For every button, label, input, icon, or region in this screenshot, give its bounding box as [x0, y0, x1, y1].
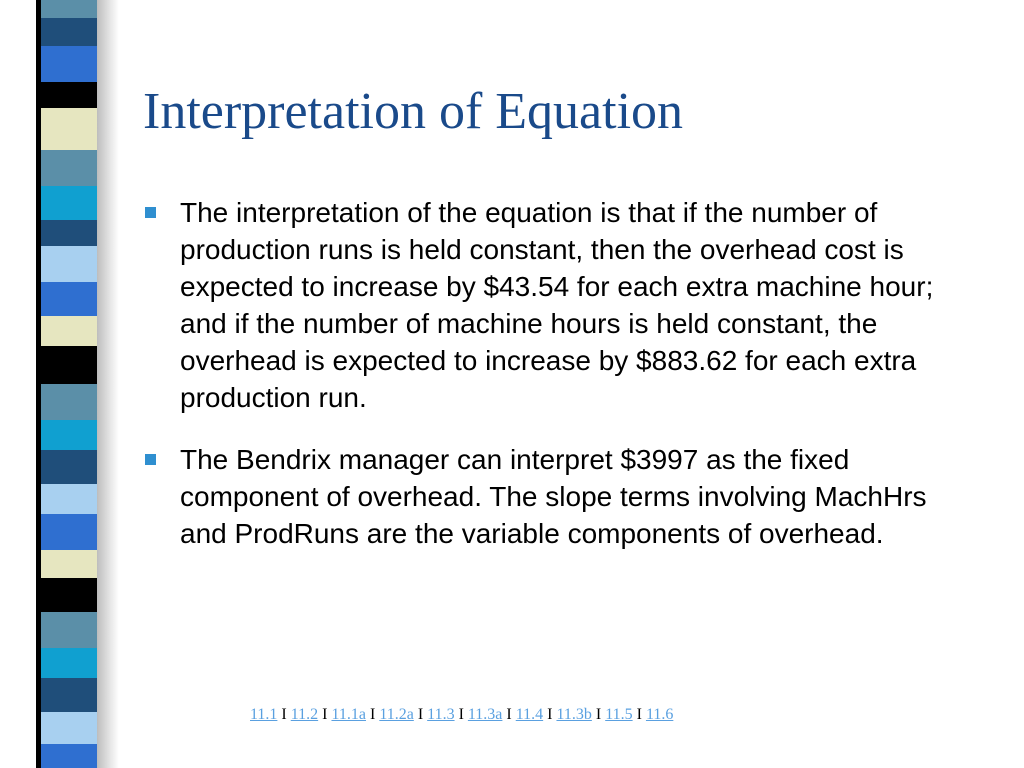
nav-separator: I	[458, 706, 464, 723]
nav-link-11-3[interactable]: 11.3	[427, 706, 455, 723]
stripe-block	[41, 484, 97, 514]
nav-separator: I	[636, 706, 642, 723]
stripe-block	[41, 450, 97, 484]
nav-link-11-3a[interactable]: 11.3a	[467, 706, 503, 723]
nav-link-11-2[interactable]: 11.2	[290, 706, 319, 723]
bullet-square-icon	[145, 207, 156, 218]
stripe-block	[41, 612, 97, 648]
nav-link-11-1a[interactable]: 11.1a	[331, 706, 366, 723]
nav-link-11-6[interactable]: 11.6	[645, 706, 674, 723]
nav-link-11-5[interactable]: 11.5	[605, 706, 633, 723]
bullet-square-icon	[145, 454, 156, 465]
stripe-block	[41, 220, 97, 246]
stripe-block	[41, 384, 97, 420]
nav-link-11-4[interactable]: 11.4	[515, 706, 544, 723]
stripe-block	[41, 712, 97, 744]
stripe-block	[41, 420, 97, 450]
nav-separator: I	[595, 706, 602, 723]
stripe-block	[41, 246, 97, 282]
nav-separator: I	[417, 706, 424, 723]
stripe-block	[41, 18, 97, 46]
decorative-stripe-shadow	[97, 0, 119, 768]
bullet-text: The Bendrix manager can interpret $3997 as the fixed component of overhead. The slope terms involving MachHrs and ProdRuns are the variable components of overhead.	[180, 444, 927, 549]
nav-separator: I	[322, 706, 328, 723]
bullet-item	[140, 194, 980, 416]
nav-separator: I	[547, 706, 553, 723]
stripe-block	[41, 578, 97, 612]
stripe-block	[41, 282, 97, 316]
stripe-block	[41, 744, 97, 768]
stripe-block	[41, 648, 97, 678]
stripe-block	[41, 678, 97, 712]
nav-separator: I	[369, 706, 376, 723]
stripe-block	[41, 550, 97, 578]
stripe-block	[41, 108, 97, 150]
stripe-block	[41, 46, 97, 82]
stripe-block	[41, 150, 97, 186]
stripe-block	[41, 186, 97, 220]
bullet-item	[140, 441, 980, 552]
stripe-block	[41, 0, 97, 18]
stripe-block	[41, 514, 97, 550]
nav-link-11-1[interactable]: 11.1	[250, 706, 278, 723]
nav-link-11-2a[interactable]: 11.2a	[379, 706, 414, 723]
bullet-text: The interpretation of the equation is that if the number of production runs is held constant, then the overhead cost is expected to increase by $43.54 for each extra machine hour; and if the number of machine hours is held constant, the overhead is expected to increase by $883.62 for each extra production run.	[180, 197, 934, 413]
nav-link-11-3b[interactable]: 11.3b	[556, 706, 592, 723]
stripe-block	[41, 316, 97, 346]
stripe-block	[41, 82, 97, 108]
nav-separator: I	[281, 706, 287, 723]
nav-separator: I	[506, 706, 512, 723]
bullet-list	[140, 194, 980, 577]
decorative-stripe	[41, 0, 97, 768]
stripe-block	[41, 346, 97, 384]
slide-nav-links	[250, 706, 673, 724]
slide-title: Interpretation of Equation	[143, 83, 684, 140]
